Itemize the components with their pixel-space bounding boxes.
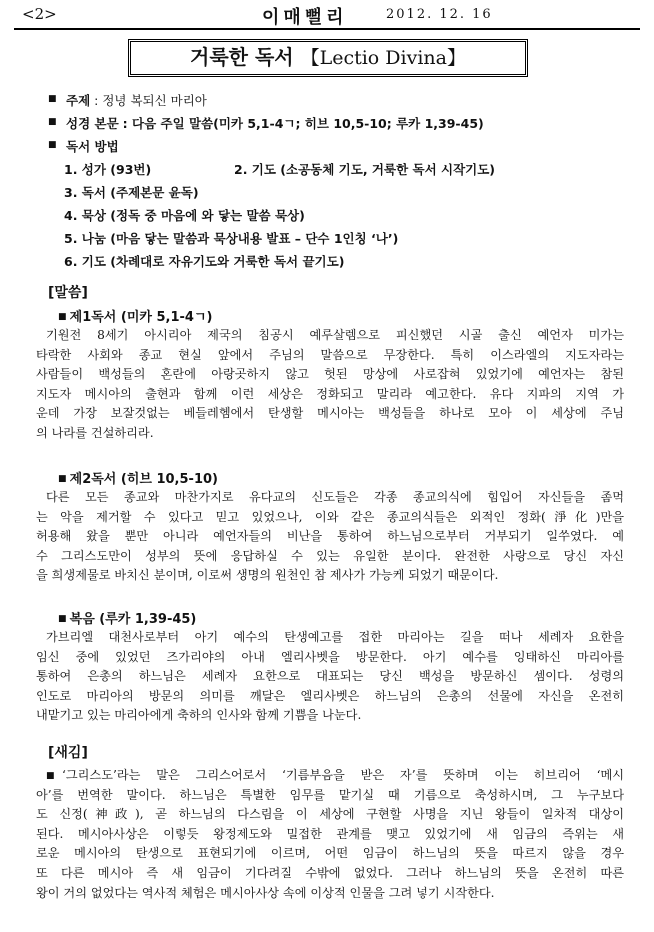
text-line: 타락한 사회와 종교 현실 앞에서 주님의 말씀으로 무장한다. 특히 이스라엘의 지도자라는	[36, 347, 624, 362]
text-line: 아’를 번역한 말이다. 하느님은 특별한 임무를 맡기실 때 기름으로 축성하시며, 그 누구보다	[36, 787, 624, 802]
square-bullet-icon: ■	[48, 140, 57, 150]
step-3: 3. 독서 (주제본문 윤독)	[64, 185, 199, 200]
step-1: 1. 성가 (93번)	[64, 162, 152, 177]
text-line	[36, 766, 624, 786]
text-line: 도 신정(神政), 곧 하느님의 다스림을 이 세상에 구현할 사명을 지닌 왕들이 일차적 대상이	[36, 807, 624, 822]
reading-2-heading	[58, 468, 218, 487]
text-line: 또 다른 메시아 즉 새 임금이 기다려질 수밖에 없었다. 그러나 하느님의 뜻을 온전히 따른	[36, 865, 624, 880]
text-line: 임신 중에 있었던 즈가리야의 아내 엘리사벳을 방문한다. 아기 예수를 잉태하신 마리아를	[36, 649, 624, 664]
reading-2-text	[36, 488, 624, 586]
text-line: 가브리엘 대천사로부터 아기 예수의 탄생예고를 접한 마리아는 길을 떠나 세례자 요한을	[46, 630, 624, 644]
text-line: 수 그리스도만이 성부의 뜻에 응답하실 수 있는 유일한 분이다. 완전한 사랑으로 당신 자신	[36, 548, 624, 563]
step-6: 6. 기도 (차례대로 자유기도와 거룩한 독서 끝기도)	[64, 254, 345, 269]
page-number: <2>	[22, 5, 57, 23]
text-line: 기원전 8세기 아시리아 제국의 침공시 예루살렘으로 피신했던 시골 출신 예언자 미가는	[46, 328, 624, 342]
text-line: 의 나라를 건설하리라.	[36, 425, 154, 440]
section-word: [말씀]	[48, 285, 88, 301]
gospel-text	[36, 628, 624, 726]
theme-label: 주제	[66, 93, 91, 108]
text-line: 지도자 메시아의 출현과 함께 이런 세상은 정화되고 말리라 예고한다. 유다 지파의 지역 가	[36, 386, 624, 401]
reflection-text	[36, 766, 624, 903]
text-line: 운데 가장 보잘것없는 베들레헴에서 탄생할 메시아는 백성들을 하나로 모아 이 세상에 주님	[36, 406, 624, 421]
text-line: 된다. 메시아사상은 이렇듯 왕정제도와 밀접한 관계를 맺고 있었기에 새 임금의 즉위는 새	[36, 826, 624, 841]
square-bullet-icon: ■	[58, 614, 70, 624]
square-bullet-icon: ■	[46, 771, 55, 781]
gospel-heading	[58, 608, 196, 627]
reading-1-heading	[58, 306, 212, 325]
square-bullet-icon: ■	[58, 312, 70, 322]
text-line: 다른 모든 종교와 마찬가지로 유다교의 신도들은 각종 종교의식에 힘입어 자신들을 좀먹	[46, 490, 624, 504]
reflection-line: ‘그리스도’라는 말은 그리스어로서 ‘기름부음을 받은 자’를 뜻하며 이는 히브리어 ‘메시	[62, 768, 624, 782]
issue-date: 2012. 12. 16	[386, 7, 493, 22]
newsletter-title: 이매뻘리	[262, 7, 348, 28]
reading-2-title: 제2독서 (히브 10,5-10)	[69, 472, 218, 487]
text-line: 허용해 왔을 뿐만 아니라 예언자들의 비난을 통하여 하느님으로부터 거부되기 일쑤였다. 예	[36, 529, 624, 544]
step-5: 5. 나눔 (마음 닿는 말씀과 묵상내용 발표 – 단수 1인칭 ‘나’)	[64, 231, 399, 246]
document-title	[128, 39, 528, 77]
text-line: 인도로 마리아의 방문의 의미를 깨달은 엘리사벳은 하느님의 은총의 선물에 자신을 온전히	[36, 688, 624, 703]
scripture-value: : 다음 주일 말씀(미카 5,1-4ㄱ; 히브 10,5-10; 루카 1,39-45)	[122, 116, 484, 131]
page-header	[14, 2, 640, 30]
reading-1-text	[36, 326, 624, 444]
gospel-title: 복음 (루카 1,39-45)	[69, 612, 197, 627]
title-korean: 거룩한 독서	[190, 45, 294, 69]
text-line: 을 희생제물로 바치신 분이며, 이로써 생명의 원천인 참 제사가 가능케 되었기 때문이다.	[36, 568, 499, 583]
method-row	[48, 137, 119, 155]
text-line: 왕이 거의 없었다는 역사적 체험은 메시아사상 속에 이상적 인물을 그려 넣기 시작한다.	[36, 885, 495, 900]
text-line: 통하여 은총의 하느님은 세례자 요한으로 대표되는 당신 백성을 방문하신 셈이다. 성령의	[36, 669, 624, 684]
theme-value: : 정녕 복되신 마리아	[94, 93, 207, 108]
theme-row	[48, 91, 207, 109]
method-label: 독서 방법	[66, 139, 119, 154]
step-4: 4. 묵상 (정독 중 마음에 와 닿는 말씀 묵상)	[64, 208, 305, 223]
scripture-row	[48, 114, 484, 132]
text-line: 내맡기고 있는 마리아에게 축하의 인사와 함께 기쁨을 나눈다.	[36, 708, 362, 723]
title-latin: 【Lectio Divina】	[300, 47, 466, 69]
square-bullet-icon: ■	[48, 94, 57, 104]
text-line: 는 악을 제거할 수 있다고 믿고 있었으나, 이와 같은 종교의식들은 외적인 정화(淨化)만을	[36, 509, 624, 524]
scripture-label: 성경 본문	[66, 116, 119, 131]
reading-1-title: 제1독서 (미카 5,1-4ㄱ)	[69, 310, 213, 325]
step-2: 2. 기도 (소공동체 기도, 거룩한 독서 시작기도)	[234, 162, 496, 177]
square-bullet-icon: ■	[48, 117, 57, 127]
text-line: 로운 메시아의 탄생으로 표현되기에 이르며, 어떤 임금이 하느님의 뜻을 따르지 않을 경우	[36, 846, 624, 861]
section-reflection: [새김]	[48, 745, 88, 761]
text-line: 사람들이 백성들의 혼란에 아랑곳하지 않고 헛된 망상에 사로잡혀 있었기에 예언자는 참된	[36, 367, 624, 382]
square-bullet-icon: ■	[58, 474, 70, 484]
